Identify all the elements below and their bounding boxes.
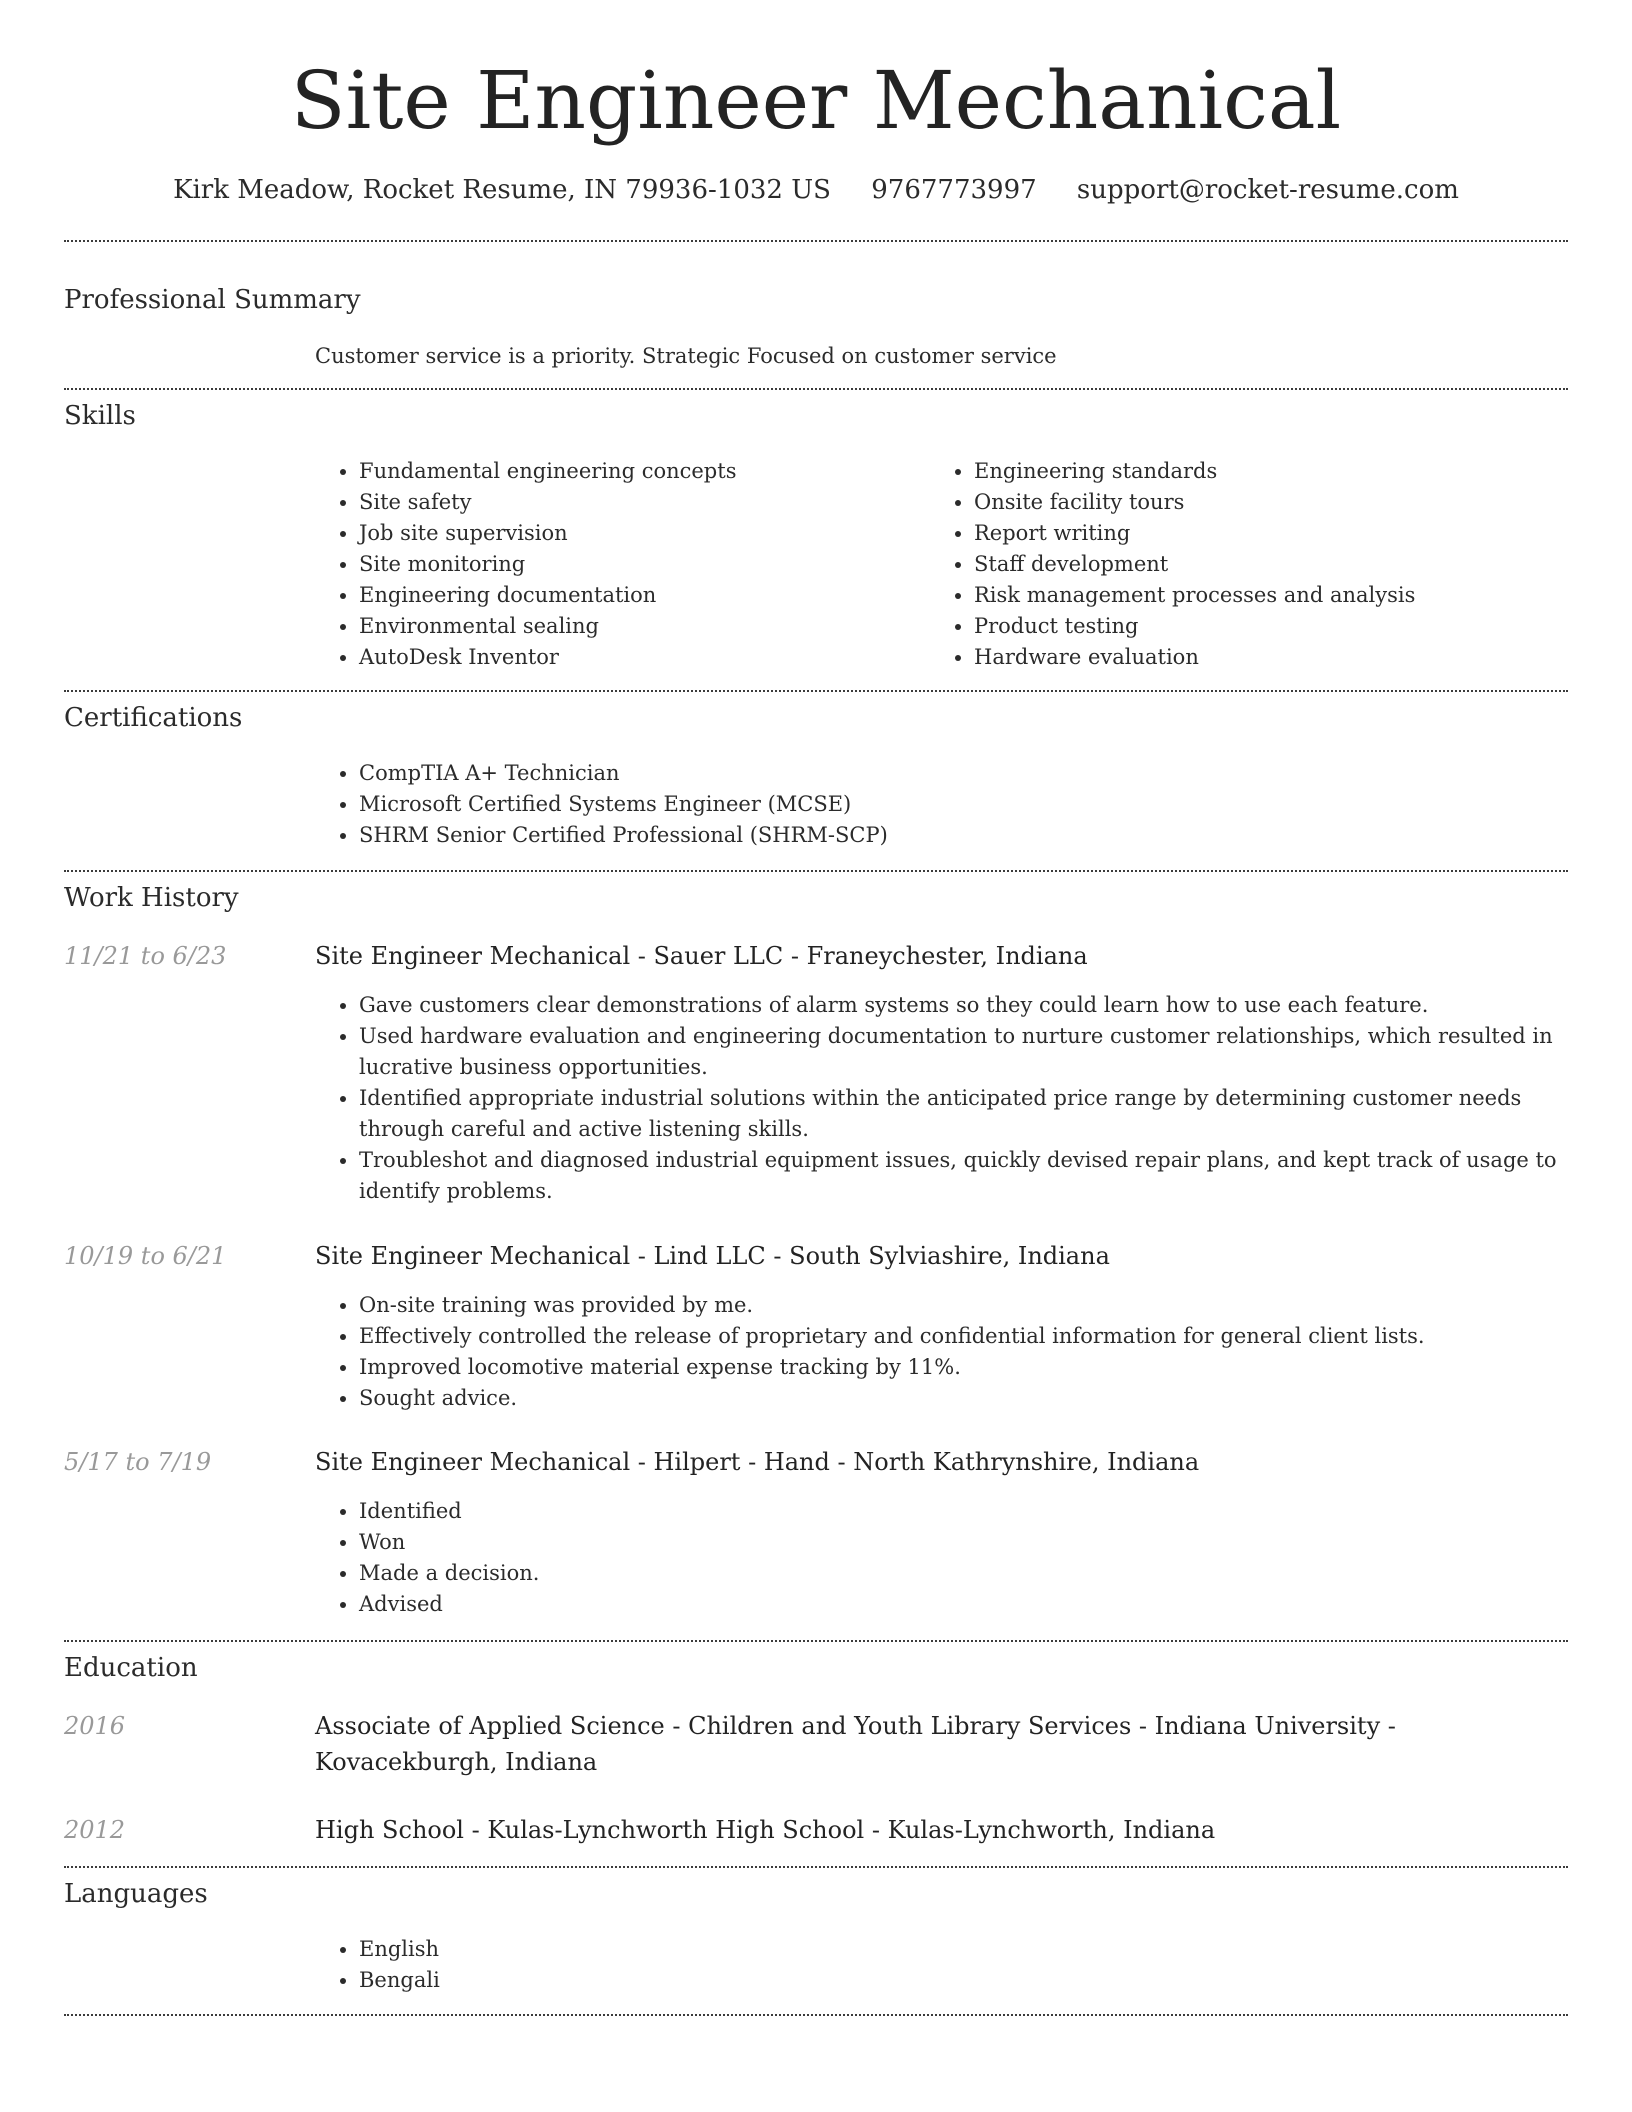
job-duties-list xyxy=(315,1290,1568,1414)
education-entry: Associate of Applied Science - Children and Youth Library Services - Indiana University - Kovacekburgh, Indiana xyxy=(315,1712,1396,1776)
skill-item: • AutoDesk Inventor xyxy=(359,642,919,673)
job-duty: • Advised xyxy=(359,1589,1568,1620)
skills-heading: Skills xyxy=(64,401,136,431)
skill-item: • Fundamental engineering concepts xyxy=(359,456,919,487)
job-duty: • Won xyxy=(359,1527,1568,1558)
summary-text: Customer service is a priority. Strategic Focused on customer service xyxy=(315,344,1057,368)
skills-list-right xyxy=(930,456,1594,673)
job-duty: • Improved locomotive material expense tracking by 11%. xyxy=(359,1352,1568,1383)
certifications-list xyxy=(315,758,1559,851)
resume-title: Site Engineer Mechanical xyxy=(290,54,1342,147)
skill-item: • Site monitoring xyxy=(359,549,919,580)
skills-list-left xyxy=(315,456,919,673)
job-duty: • Identified xyxy=(359,1496,1568,1527)
job-duty: • Made a decision. xyxy=(359,1558,1568,1589)
skill-item: • Product testing xyxy=(974,611,1594,642)
certification-item: • CompTIA A+ Technician xyxy=(359,758,1559,789)
languages-heading: Languages xyxy=(64,1879,208,1909)
contact-address: Kirk Meadow, Rocket Resume, IN 79936-1032 US xyxy=(173,175,831,205)
skill-item: • Job site supervision xyxy=(359,518,919,549)
section-divider xyxy=(64,690,1568,692)
job-duty: • Troubleshot and diagnosed industrial equipment issues, quickly devised repair plans, and kept track of usage to identify problems. xyxy=(359,1145,1568,1207)
skill-item: • Onsite facility tours xyxy=(974,487,1594,518)
education-year: 2012 xyxy=(64,1816,126,1844)
job-duties-list xyxy=(315,990,1568,1207)
section-divider xyxy=(64,388,1568,390)
work-history-heading: Work History xyxy=(64,883,239,913)
skill-item: • Hardware evaluation xyxy=(974,642,1594,673)
job-dates: 10/19 to 6/21 xyxy=(64,1242,227,1270)
skill-item: • Report writing xyxy=(974,518,1594,549)
job-duty: • Used hardware evaluation and engineering documentation to nurture customer relationships, which resulted in lucrative business opportunities. xyxy=(359,1021,1568,1083)
contact-email: support@rocket-resume.com xyxy=(1076,175,1459,205)
section-divider xyxy=(64,1640,1568,1642)
certification-item: • Microsoft Certified Systems Engineer (MCSE) xyxy=(359,789,1559,820)
job-duty: • On-site training was provided by me. xyxy=(359,1290,1568,1321)
job-duty: • Gave customers clear demonstrations of alarm systems so they could learn how to use each feature. xyxy=(359,990,1568,1021)
contact-phone: 9767773997 xyxy=(871,175,1037,205)
section-divider xyxy=(64,1866,1568,1868)
skill-item: • Staff development xyxy=(974,549,1594,580)
languages-list xyxy=(315,1934,959,1996)
skill-item: • Engineering documentation xyxy=(359,580,919,611)
section-divider xyxy=(64,2014,1568,2016)
section-divider xyxy=(64,240,1568,242)
job-dates: 5/17 to 7/19 xyxy=(64,1448,212,1476)
skill-item: • Risk management processes and analysis xyxy=(974,580,1594,611)
education-heading: Education xyxy=(64,1653,198,1683)
education-entry: High School - Kulas-Lynchworth High School - Kulas-Lynchworth, Indiana xyxy=(315,1816,1216,1844)
job-title: Site Engineer Mechanical - Sauer LLC - Franeychester, Indiana xyxy=(315,942,1088,970)
job-duties-list xyxy=(315,1496,1568,1620)
job-title: Site Engineer Mechanical - Hilpert - Hand - North Kathrynshire, Indiana xyxy=(315,1448,1200,1476)
language-item: • Bengali xyxy=(359,1965,959,1996)
summary-heading: Professional Summary xyxy=(64,285,361,315)
certification-item: • SHRM Senior Certified Professional (SHRM-SCP) xyxy=(359,820,1559,851)
skill-item: • Site safety xyxy=(359,487,919,518)
education-year: 2016 xyxy=(64,1712,126,1740)
certifications-heading: Certifications xyxy=(64,703,243,733)
skill-item: • Environmental sealing xyxy=(359,611,919,642)
section-divider xyxy=(64,870,1568,872)
job-duty: • Identified appropriate industrial solutions within the anticipated price range by determining customer needs through careful and active listening skills. xyxy=(359,1083,1568,1145)
job-duty: • Effectively controlled the release of proprietary and confidential information for general client lists. xyxy=(359,1321,1568,1352)
job-dates: 11/21 to 6/23 xyxy=(64,942,227,970)
language-item: • English xyxy=(359,1934,959,1965)
skill-item: • Engineering standards xyxy=(974,456,1594,487)
contact-line xyxy=(0,172,1632,208)
job-title: Site Engineer Mechanical - Lind LLC - South Sylviashire, Indiana xyxy=(315,1242,1110,1270)
job-duty: • Sought advice. xyxy=(359,1383,1568,1414)
